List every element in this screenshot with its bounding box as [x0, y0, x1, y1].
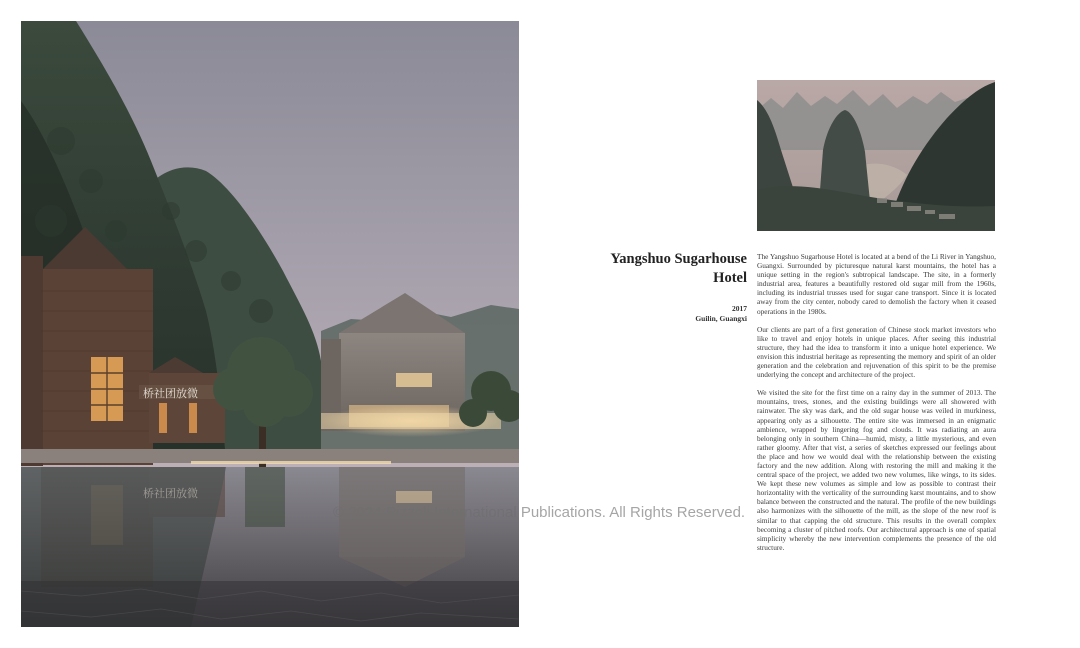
building-sign-text: 桥社团放微	[143, 387, 198, 400]
project-header	[590, 250, 747, 324]
hotel-reflection-photo	[21, 21, 519, 627]
title-line-1: Yangshuo Sugarhouse	[610, 251, 747, 267]
paragraph: The Yangshuo Sugarhouse Hotel is located at a bend of the Li River in Yangshuo, Guangxi. Surrounded by picturesque natural karst mountains, the hotel has a unique setting in the region's subtropical landscape. The site, in a formerly industrial area, features a beautifully restored old sugar mill from the 1960s, including its industrial trusses used for sugar cane transport. Since it is located away from the city center, nobody cared to demolish the factory when it ceased operations in the 1980s.	[757, 252, 996, 316]
building-sign-reflection: 桥社团放微	[143, 487, 198, 500]
project-description	[757, 252, 996, 561]
karst-landscape-photo	[757, 80, 995, 231]
title-line-2: Hotel	[713, 270, 747, 286]
paragraph: We visited the site for the first time on a rainy day in the summer of 2013. The mountains, trees, stones, and the existing buildings were all showered with rainwater. The sky was dark, and the old sugar house was veiled in murkiness, appearing only as a silhouette. The entire site was immersed in an enigmatic ambience, wrapped by lingering fog and clouds. It was radiating an aura belonging only in southern China—humid, misty, a little mysterious, and even rather gloomy. After that vist, a series of sketches expressed our feelings about the place and how we would deal with the relationship between the existing factory and the new addition. Along with restoring the mill and making it the central space of the project, we added two new volumes, like wings, to its sides. We kept these new volumes as simple and low as possible to contrast their horizontality with the verticality of the surrounding karst mountains, and to show balance between the constructed and the natural. The profile of the new buildings also harmonizes with the silhouette of the mill, as the slope of the new roof is similar to that capping the old structure. This results in the overall complex becoming a cluster of pitched roofs. Our architectural approach is one of spatial simplicity whereby the new intervention complements the presence of the old structure.	[757, 388, 996, 552]
project-year: 2017	[732, 304, 747, 313]
project-location: Guilin, Guangxi	[695, 314, 747, 323]
paragraph: Our clients are part of a first generation of Chinese stock market investors who like to travel and enjoy hotels in unique places. After seeing this industrial structure, they had the idea to transform it into a unique hotel experience. We envision this industrial heritage as representing the memory and spirit of an older generation and the celebration and rejuvenation of this spirit to be the premise underlying the concept and architecture of the project.	[757, 324, 996, 380]
project-title	[590, 250, 747, 288]
copyright-watermark: © 2024 Rizzoli International Publications. All Rights Reserved.	[333, 504, 746, 521]
